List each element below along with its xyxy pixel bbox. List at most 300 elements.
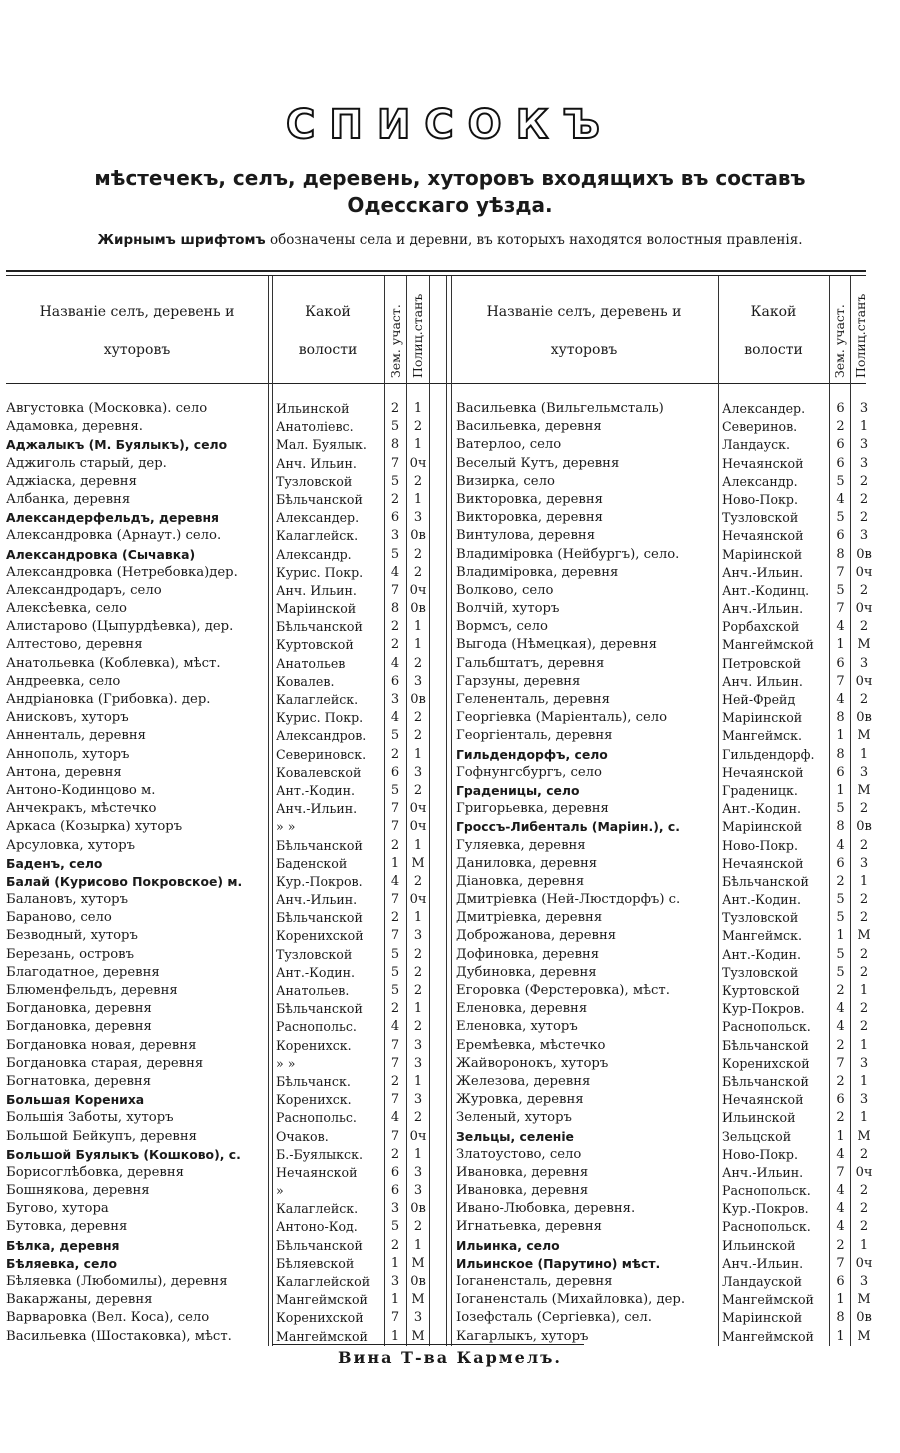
volost-name: Куртовской (276, 637, 354, 653)
settlement-name: Бѣляевка, село (6, 1255, 117, 1271)
volost-name: Бѣльчанск. (276, 1073, 351, 1089)
zemsky-district: 8 (390, 437, 400, 453)
table-row (450, 1218, 876, 1236)
police-station: 3 (413, 1055, 423, 1071)
table-row (450, 509, 876, 527)
settlement-name: Александровка (Нетребовка)дер. (6, 564, 238, 580)
volost-name: » » (276, 1055, 296, 1071)
table-row (0, 491, 446, 509)
settlement-name: Ивановка, деревня (456, 1183, 589, 1199)
volost-name: Анатоліевс. (276, 419, 354, 435)
zemsky-district: 5 (390, 1219, 400, 1235)
police-station: 0ч (855, 601, 873, 617)
settlement-name: Васильевка (Вильгельмсталь) (456, 401, 664, 416)
police-station: 1 (413, 837, 423, 853)
settlement-name: Аннополь, хуторъ (6, 746, 130, 762)
police-station: 1 (859, 1110, 869, 1126)
zemsky-district: 6 (390, 1183, 400, 1199)
table-row (450, 691, 876, 709)
zemsky-district: 5 (836, 910, 845, 926)
volost-name: Бѣльчанской (722, 873, 809, 889)
table-row (450, 473, 876, 491)
volost-name: Раснопольс. (276, 1019, 357, 1035)
police-station: 3 (859, 855, 869, 871)
volost-name: Б.-Буялыкск. (276, 1146, 363, 1162)
volost-name: Мангеймской (276, 1292, 368, 1308)
settlement-name: Богдановка старая, деревня (6, 1055, 204, 1071)
table-row (450, 709, 876, 727)
subtitle-line-2: Одесскаго уѣзда. (347, 193, 553, 217)
settlement-name: Волково, село (456, 582, 554, 598)
volost-name: Петровской (722, 655, 802, 671)
settlement-name: Бараново, село (6, 910, 112, 926)
table-row (0, 982, 446, 1000)
volost-name: Раснопольс. (276, 1110, 357, 1126)
settlement-name: Зельцы, селеніе (456, 1128, 574, 1144)
table-row (450, 873, 876, 891)
table-row (450, 1018, 876, 1036)
police-station: 2 (413, 473, 423, 489)
police-station: 2 (859, 837, 869, 853)
right-header-police: Полиц.станъ (853, 293, 868, 378)
volost-name: Мангеймск. (722, 728, 802, 744)
settlement-name: Граденицы, село (456, 782, 580, 798)
volost-name: Кур.-Покров. (276, 873, 363, 889)
zemsky-district: 4 (836, 1219, 845, 1235)
table-row (0, 1128, 446, 1146)
table-row (0, 600, 446, 618)
settlement-name: Балай (Курисово Покровское) м. (6, 873, 243, 889)
settlement-name: Жайворонокъ, хуторъ (456, 1055, 609, 1071)
right-table-body (450, 400, 876, 1346)
settlement-name: Григорьевка, деревня (456, 801, 609, 817)
police-station: 3 (413, 1037, 423, 1053)
table-row (450, 1073, 876, 1091)
zemsky-district: 5 (836, 964, 845, 980)
police-station: 2 (859, 1201, 869, 1217)
volost-name: Маріинской (722, 1310, 803, 1326)
zemsky-district: 2 (836, 983, 845, 998)
zemsky-district: 3 (390, 692, 400, 707)
volost-name: Гильдендорф. (722, 746, 815, 762)
police-station: 2 (859, 892, 869, 908)
table-row (0, 818, 446, 836)
zemsky-district: 7 (390, 801, 400, 817)
zemsky-district: 7 (836, 564, 845, 580)
volost-name: Бѣляевской (276, 1255, 355, 1271)
zemsky-district: 5 (390, 964, 400, 980)
zemsky-district: 4 (390, 710, 400, 726)
settlement-name: Веселый Кутъ, деревня (456, 455, 620, 471)
table-row (450, 673, 876, 691)
right-header-name-1: Названіе селъ, деревень и (486, 304, 682, 320)
volost-name: Баденской (276, 855, 348, 871)
zemsky-district: 2 (390, 746, 400, 762)
zemsky-district: 8 (836, 546, 845, 562)
zemsky-district: 7 (390, 1037, 400, 1053)
settlement-name: Блюменфельдъ, деревня (6, 983, 178, 998)
volost-name: Бѣльчанской (276, 1237, 363, 1253)
zemsky-district: 2 (836, 873, 845, 889)
police-station: 0ч (409, 819, 427, 835)
police-station: 2 (859, 473, 869, 489)
settlement-name: Гарзуны, деревня (456, 673, 581, 689)
zemsky-district: 1 (836, 928, 845, 944)
zemsky-district: 7 (836, 673, 845, 689)
police-station: 2 (413, 710, 423, 726)
table-row (0, 655, 446, 673)
volost-name: Бѣльчанской (276, 910, 363, 926)
police-station: 1 (413, 910, 423, 926)
zemsky-district: 5 (390, 782, 400, 798)
volost-name: Тузловской (276, 946, 353, 962)
volost-name: Анатольев (276, 655, 346, 671)
settlement-name: Александровка (Сычавка) (6, 546, 196, 562)
table-row (450, 582, 876, 600)
police-station: 0в (856, 546, 872, 562)
settlement-name: Георгіевка (Маріенталь), село (456, 710, 668, 726)
settlement-name: Зеленый, хуторъ (456, 1110, 572, 1126)
table-row (0, 1291, 446, 1309)
police-station: 3 (413, 764, 423, 780)
table-row (0, 800, 446, 818)
police-station: М (411, 855, 425, 871)
settlement-name: Егоровка (Ферстеровка), мѣст. (456, 983, 670, 998)
zemsky-district: 6 (390, 764, 400, 780)
police-station: М (857, 1128, 871, 1144)
table-row (0, 1237, 446, 1255)
volost-name: Мангеймск. (722, 928, 802, 944)
police-station: 2 (859, 1019, 869, 1035)
volost-name: Рорбахской (722, 619, 800, 635)
volost-name: Анч.-Ильин. (722, 564, 804, 580)
zemsky-district: 4 (390, 564, 400, 580)
volost-name: Бѣльчанской (276, 1001, 363, 1017)
right-header-name-2: хуторовъ (550, 342, 618, 358)
volost-name: » » (276, 819, 296, 835)
volost-name: Северинов. (722, 419, 798, 435)
police-station: 2 (413, 564, 423, 580)
police-station: 2 (413, 983, 423, 998)
volost-name: Курис. Покр. (276, 710, 364, 726)
table-row (450, 527, 876, 545)
volost-name: Анч. Ильин. (276, 582, 357, 598)
table-row (450, 455, 876, 473)
police-station: 3 (413, 510, 423, 526)
volost-name: Маріинской (722, 546, 803, 562)
volost-name: Ант.-Кодинц. (722, 582, 810, 598)
zemsky-district: 5 (390, 419, 400, 435)
police-station: 2 (413, 546, 423, 562)
settlement-name: Благодатное, деревня (6, 964, 160, 980)
zemsky-district: 4 (836, 619, 845, 635)
volost-name: Тузловской (722, 910, 799, 926)
police-station: 0в (410, 692, 426, 707)
zemsky-district: 2 (390, 910, 400, 926)
zemsky-district: 5 (390, 946, 400, 962)
police-station: 3 (859, 437, 869, 453)
police-station: 1 (413, 1237, 423, 1253)
zemsky-district: 2 (390, 401, 400, 416)
table-row (0, 1037, 446, 1055)
zemsky-district: 4 (390, 1110, 400, 1126)
volost-name: Куртовской (722, 983, 800, 998)
volost-name: Александр. (276, 546, 352, 562)
settlement-name: Большія Заботы, хуторъ (6, 1110, 174, 1126)
table-row (450, 746, 876, 764)
settlement-name: Анненталь, деревня (6, 728, 146, 744)
police-station: 3 (413, 928, 423, 944)
police-station: 2 (413, 1110, 423, 1126)
settlement-name: Березань, островъ (6, 946, 134, 962)
settlement-name: Андреевка, село (6, 673, 121, 689)
table-row (450, 418, 876, 436)
police-station: 1 (413, 491, 423, 507)
table-row (450, 1109, 876, 1127)
police-station: 1 (413, 746, 423, 762)
police-station: 2 (859, 1183, 869, 1199)
settlement-name: Бошнякова, деревня (6, 1183, 150, 1199)
settlement-name: Бугово, хутора (6, 1201, 109, 1217)
table-row (450, 1182, 876, 1200)
table-row (0, 455, 446, 473)
police-station: 1 (859, 1037, 869, 1053)
volost-name: Зельцской (722, 1128, 792, 1144)
police-station: 1 (413, 401, 423, 416)
police-station: 0ч (855, 1255, 873, 1271)
zemsky-district: 5 (836, 582, 845, 598)
zemsky-district: 8 (836, 819, 845, 835)
zemsky-district: 7 (390, 1128, 400, 1144)
table-row (450, 1309, 876, 1327)
left-table-body (0, 400, 446, 1346)
zemsky-district: 1 (836, 728, 845, 744)
table-row (0, 837, 446, 855)
police-station: 1 (413, 619, 423, 635)
zemsky-district: 1 (390, 855, 400, 871)
table-row (0, 855, 446, 873)
settlement-name: Большой Буялыкъ (Кошково), с. (6, 1146, 241, 1162)
settlement-name: Аджалыкъ (М. Буялыкъ), село (6, 437, 228, 453)
settlement-name: Арсуловка, хуторъ (6, 837, 136, 853)
settlement-name: Гелененталь, деревня (456, 692, 610, 707)
table-row (0, 509, 446, 527)
zemsky-district: 1 (836, 1128, 845, 1144)
table-row (450, 1291, 876, 1309)
settlement-name: Еленовка, деревня (456, 1001, 588, 1017)
table-row (450, 564, 876, 582)
table-row (0, 1000, 446, 1018)
police-station: 2 (413, 655, 423, 671)
table-row (0, 546, 446, 564)
volost-name: Раснопольск. (722, 1019, 811, 1035)
volost-name: Коренихской (276, 1310, 364, 1326)
table-row (0, 746, 446, 764)
table-row (450, 1255, 876, 1273)
zemsky-district: 4 (836, 1019, 845, 1035)
table-row (450, 818, 876, 836)
police-station: М (857, 1292, 871, 1308)
zemsky-district: 8 (836, 1310, 845, 1326)
settlement-name: Васильевка (Шостаковка), мѣст. (6, 1328, 232, 1344)
volost-name: Севериновск. (276, 746, 367, 762)
zemsky-district: 6 (836, 855, 845, 871)
zemsky-district: 4 (836, 692, 845, 707)
settlement-name: Винтулова, деревня (456, 528, 596, 544)
police-station: 0в (410, 1201, 426, 1217)
zemsky-district: 1 (390, 1292, 400, 1308)
police-station: 3 (413, 1183, 423, 1199)
volost-name: Граденицк. (722, 782, 798, 798)
volost-name: Нечаянской (722, 455, 804, 471)
settlement-name: Анатольевка (Коблевка), мѣст. (6, 655, 221, 671)
zemsky-district: 7 (390, 455, 400, 471)
volost-name: Анатольев. (276, 983, 350, 998)
volost-name: Бѣльчанской (276, 491, 363, 507)
volost-name: Маріинской (276, 601, 357, 617)
police-station: М (857, 728, 871, 744)
table-row (450, 1237, 876, 1255)
table-row (0, 927, 446, 945)
left-header-volost-2: волости (298, 342, 358, 358)
zemsky-district: 2 (390, 1001, 400, 1017)
volost-name: Коренихской (276, 928, 364, 944)
zemsky-district: 3 (390, 1274, 400, 1289)
table-row (0, 1200, 446, 1218)
table-row (450, 764, 876, 782)
settlement-name: Бѣляевка (Любомилы), деревня (6, 1274, 228, 1289)
zemsky-district: 4 (836, 1001, 845, 1017)
table-row (0, 1055, 446, 1073)
settlement-name: Богдановка, деревня (6, 1001, 152, 1017)
settlement-name: Ивановка, деревня (456, 1164, 589, 1180)
volost-name: Ней-Фрейд (722, 692, 796, 707)
settlement-name: Дмитріевка, деревня (456, 910, 603, 926)
zemsky-district: 7 (390, 582, 400, 598)
police-station: 3 (413, 673, 423, 689)
settlement-name: Варварoвка (Вел. Коса), село (6, 1310, 210, 1326)
volost-name: Тузловской (722, 964, 799, 980)
police-station: 1 (859, 983, 869, 998)
zemsky-district: 4 (836, 1201, 845, 1217)
settlement-name: Дофиновка, деревня (456, 946, 600, 962)
police-station: 2 (859, 964, 869, 980)
volost-name: Нечаянской (722, 855, 804, 871)
table-row (450, 782, 876, 800)
zemsky-district: 1 (390, 1328, 400, 1344)
zemsky-district: 8 (390, 601, 400, 617)
settlement-name: Аджіаска, деревня (6, 473, 137, 489)
table-row (450, 1000, 876, 1018)
volost-name: Анч.-Ильин. (276, 892, 358, 908)
police-station: 0ч (855, 673, 873, 689)
zemsky-district: 2 (390, 1073, 400, 1089)
settlement-name: Златоустово, село (456, 1146, 582, 1162)
settlement-name: Владиміровка, деревня (456, 564, 619, 580)
table-row (0, 1073, 446, 1091)
zemsky-district: 1 (836, 1328, 845, 1344)
volost-name: Мангеймской (722, 1328, 814, 1344)
zemsky-district: 6 (836, 1092, 845, 1108)
police-station: 2 (413, 419, 423, 435)
zemsky-district: 5 (836, 801, 845, 817)
table-row (0, 673, 446, 691)
police-station: М (411, 1292, 425, 1308)
volost-name: Ново-Покр. (722, 491, 798, 507)
volost-name: Александр. (722, 473, 798, 489)
zemsky-district: 6 (836, 1274, 845, 1289)
table-top-rule (6, 270, 866, 272)
volost-name: Коренихск. (276, 1092, 352, 1108)
settlement-name: Большая Корениха (6, 1092, 145, 1108)
police-station: 0в (856, 710, 872, 726)
legend-note (0, 232, 900, 248)
volost-name: Бѣльчанской (276, 619, 363, 635)
police-station: 3 (413, 1310, 423, 1326)
volost-name: Бѣльчанской (722, 1037, 809, 1053)
volost-name: Александер. (722, 401, 806, 416)
table-row (450, 909, 876, 927)
police-station: 2 (413, 1019, 423, 1035)
settlement-name: Гофнунгсбургъ, село (456, 764, 602, 780)
table-row (0, 909, 446, 927)
settlement-name: Іозефсталь (Сергіевка), сел. (456, 1310, 652, 1326)
volost-name: Бѣльчанской (276, 837, 363, 853)
volost-name: Анч. Ильин. (722, 673, 803, 689)
zemsky-district: 7 (836, 1055, 845, 1071)
police-station: 2 (413, 782, 423, 798)
police-station: 2 (859, 801, 869, 817)
police-station: 3 (859, 455, 869, 471)
volost-name: Александер. (276, 510, 360, 526)
volost-name: Кур.-Покров. (722, 1201, 809, 1217)
zemsky-district: 5 (390, 546, 400, 562)
police-station: 3 (859, 528, 869, 544)
table-row (450, 982, 876, 1000)
zemsky-district: 7 (836, 601, 845, 617)
volost-name: Антоно-Код. (276, 1219, 358, 1235)
zemsky-district: 5 (836, 510, 845, 526)
table-row (0, 782, 446, 800)
settlement-name: Еленовка, хуторъ (456, 1019, 578, 1035)
table-row (450, 800, 876, 818)
police-station: 0ч (855, 1164, 873, 1180)
volost-name: Маріинской (722, 710, 803, 726)
settlement-name: Ватерлоо, село (456, 437, 562, 453)
volost-name: Ново-Покр. (722, 1146, 798, 1162)
volost-name: Калаглейск. (276, 528, 359, 544)
settlement-name: Діановка, деревня (456, 873, 585, 889)
table-row (450, 600, 876, 618)
zemsky-district: 5 (836, 473, 845, 489)
settlement-name: Гроссъ-Либенталь (Маріин.), с. (456, 819, 680, 835)
table-row (0, 1218, 446, 1236)
zemsky-district: 2 (836, 419, 845, 435)
police-station: 0в (410, 528, 426, 544)
settlement-name: Аджиголь старый, дер. (6, 455, 167, 471)
police-station: 1 (859, 1237, 869, 1253)
table-row (450, 1273, 876, 1291)
police-station: 1 (413, 437, 423, 453)
table-row (0, 400, 446, 418)
volost-name: Мангеймской (722, 1292, 814, 1308)
settlement-name: Викторовка, деревня (456, 491, 603, 507)
volost-name: Нечаянской (722, 528, 804, 544)
zemsky-district: 6 (836, 528, 845, 544)
volost-name: Анч.-Ильин. (722, 601, 804, 617)
footer-text: Вина Т-ва Кармелъ. (338, 1348, 562, 1367)
police-station: 0ч (409, 892, 427, 908)
